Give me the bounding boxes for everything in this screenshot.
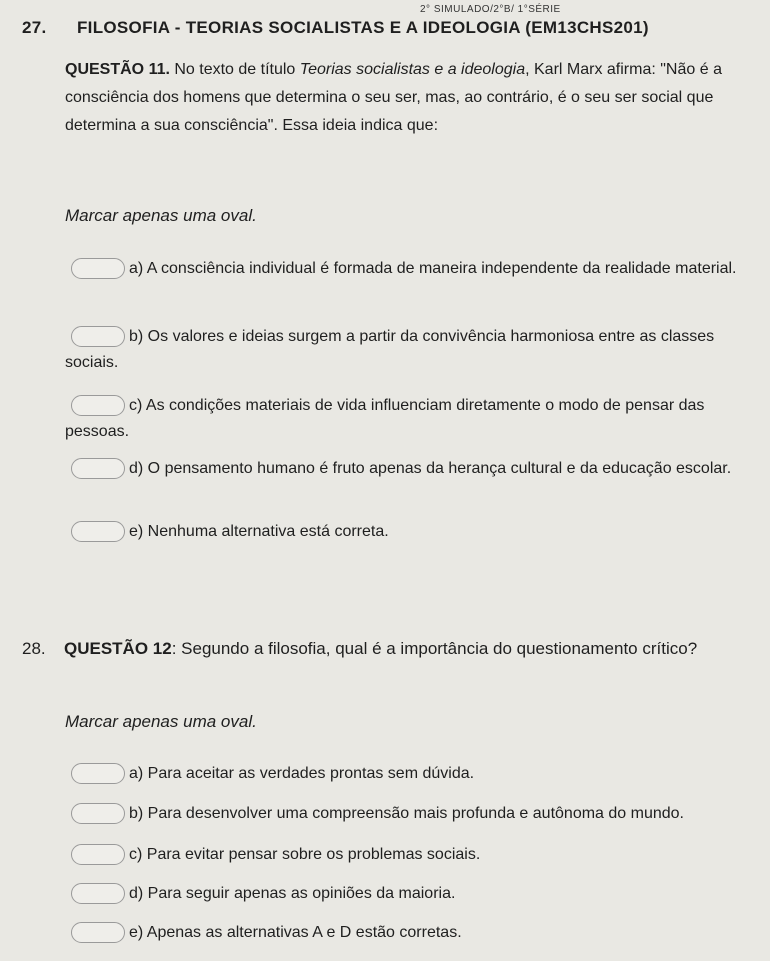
question-28-number: 28. (22, 639, 46, 658)
question-27-option-c[interactable] (65, 393, 755, 445)
question-28-title (22, 633, 762, 665)
question-27-option-d[interactable] (65, 456, 755, 482)
question-28-option-d[interactable] (65, 881, 755, 907)
radio-oval[interactable] (71, 763, 125, 784)
radio-oval[interactable] (71, 521, 125, 542)
question-27-instruction: Marcar apenas uma oval. (65, 206, 257, 225)
question-11-label: QUESTÃO 11. (65, 61, 170, 78)
question-27-option-a[interactable] (65, 256, 755, 282)
question-27-option-b[interactable] (65, 324, 755, 376)
question-27-italic-title: Teorias socialistas e a ideologia (299, 61, 526, 78)
option-label: c) As condições materiais de vida influenciam diretamente o modo de pensar das pessoas. (65, 397, 705, 440)
option-label: e) Nenhuma alternativa está correta. (129, 523, 389, 540)
question-27-heading: FILOSOFIA - TEORIAS SOCIALISTAS E A IDEOLOGIA (EM13CHS201) (77, 18, 649, 37)
question-27-option-e[interactable] (65, 519, 755, 545)
radio-oval[interactable] (71, 883, 125, 904)
question-27-text-part1: No texto de título (169, 61, 300, 78)
radio-oval[interactable] (71, 395, 125, 416)
page-header: 2° SIMULADO/2°B/ 1°SÉRIE (420, 4, 561, 15)
option-label: a) Para aceitar as verdades prontas sem dúvida. (129, 765, 475, 782)
option-label: a) A consciência individual é formada de maneira independente da realidade material. (129, 260, 737, 277)
question-28-option-a[interactable] (65, 761, 755, 787)
option-label: d) O pensamento humano é fruto apenas da herança cultural e da educação escolar. (129, 460, 732, 477)
question-27-text (65, 56, 755, 140)
option-label: c) Para evitar pensar sobre os problemas sociais. (129, 846, 481, 863)
question-27-text-part2: , Karl Marx afirma: "Não é a consciência dos homens que determina o seu ser, mas, ao contrário, é o seu ser social que determina a sua consciência". Essa ideia indica que: (65, 61, 722, 134)
radio-oval[interactable] (71, 458, 125, 479)
option-label: b) Para desenvolver uma compreensão mais profunda e autônoma do mundo. (129, 805, 684, 822)
radio-oval[interactable] (71, 844, 125, 865)
question-28-option-c[interactable] (65, 842, 755, 868)
question-27-title (22, 18, 762, 38)
radio-oval[interactable] (71, 258, 125, 279)
radio-oval[interactable] (71, 803, 125, 824)
option-label: b) Os valores e ideias surgem a partir da convivência harmoniosa entre as classes sociais. (65, 328, 715, 371)
question-28-option-b[interactable] (65, 801, 755, 827)
option-label: e) Apenas as alternativas A e D estão corretas. (129, 924, 462, 941)
radio-oval[interactable] (71, 922, 125, 943)
question-28-instruction: Marcar apenas uma oval. (65, 712, 257, 731)
question-28-text: : Segundo a filosofia, qual é a importância do questionamento crítico? (171, 639, 698, 658)
question-12-label: QUESTÃO 12 (64, 639, 172, 658)
question-28-option-e[interactable] (65, 920, 755, 946)
radio-oval[interactable] (71, 326, 125, 347)
option-label: d) Para seguir apenas as opiniões da maioria. (129, 885, 456, 902)
question-27-number: 27. (22, 18, 47, 37)
